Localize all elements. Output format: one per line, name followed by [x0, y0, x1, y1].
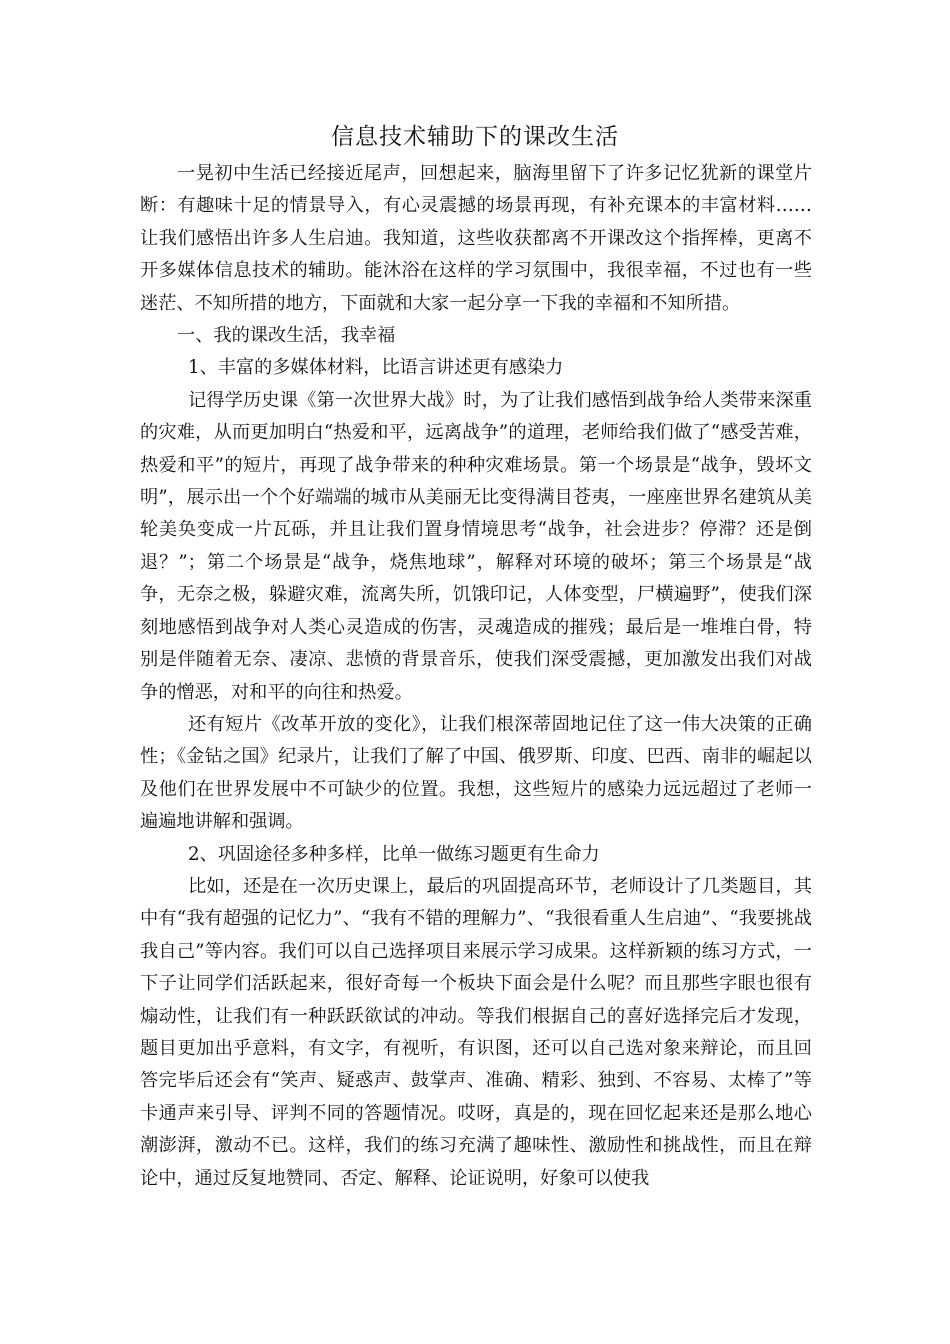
subsection-heading-2: 2、巩固途径多种多样，比单一做练习题更有生命力	[188, 843, 600, 865]
paragraph-reform-film: 还有短片《改革开放的变化》，让我们根深蒂固地记住了这一伟大决策的正确性；《金钻之国》纪录片，让我们了解了中国、俄罗斯、印度、巴西、南非的崛起以及他们在世界发展中不可缺少的位置。我想，这些短片的感染力远远超过了老师一遍遍地讲解和强调。	[140, 713, 812, 833]
subsection-heading-1: 1、丰富的多媒体材料，比语言讲述更有感染力	[188, 357, 564, 379]
document-body	[140, 158, 812, 1195]
document-title: 信息技术辅助下的课改生活	[331, 124, 619, 150]
paragraph-ww1-film: 记得学历史课《第一次世界大战》时，为了让我们感悟到战争给人类带来深重的灾难，从而更加明白“热爱和平，远离战争”的道理，老师给我们做了“感受苦难，热爱和平”的短片，再现了战争带来的种种灾难场景。第一个场景是“战争，毁坏文明”，展示出一个个好端端的城市从美丽无比变得满目苍夷，一座座世界名建筑从美轮美奂变成一片瓦砾，并且让我们置身情境思考“战争，社会进步？停滞？还是倒退？”；第二个场景是“战争，烧焦地球”，解释对环境的破坏；第三个场景是“战争，无奈之极，躲避灾难，流离失所，饥饿印记，人体变型，尸横遍野”，使我们深刻地感悟到战争对人类心灵造成的伤害，灵魂造成的摧残；最后是一堆堆白骨，特别是伴随着无奈、凄凉、悲愤的背景音乐，使我们深受震撼，更加激发出我们对战争的憎恶，对和平的向往和热爱。	[140, 389, 812, 703]
paragraph-practice: 比如，还是在一次历史课上，最后的巩固提高环节，老师设计了几类题目，其中有“我有超强的记忆力”、“我有不错的理解力”、“我很看重人生启迪”、“我要挑战我自己”等内容。我们可以自己选择项目来展示学习成果。这样新颖的练习方式，一下子让同学们活跃起来，很好奇每一个板块下面会是什么呢？而且那些字眼也很有煽动性，让我们有一种跃跃欲试的冲动。等我们根据自己的喜好选择完后才发现，题目更加出乎意料，有文字，有视听，有识图，还可以自己选对象来辩论，而且回答完毕后还会有“笑声、疑惑声、鼓掌声、准确、精彩、独到、不容易、太棒了”等卡通声来引导、评判不同的答题情况。哎呀，真是的，现在回忆起来还是那么地心潮澎湃，激动不已。这样，我们的练习充满了趣味性、激励性和挑战性，而且在辩论中，通过反复地赞同、否定、解释、论证说明，好象可以使我	[140, 875, 812, 1189]
intro-paragraph: 一晃初中生活已经接近尾声，回想起来，脑海里留下了许多记忆犹新的课堂片断：有趣味十足的情景导入，有心灵震撼的场景再现，有补充课本的丰富材料……让我们感悟出许多人生启迪。我知道，这些收获都离不开课改这个指挥棒，更离不开多媒体信息技术的辅助。能沐浴在这样的学习氛围中，我很幸福，不过也有一些迷茫、不知所措的地方，下面就和大家一起分享一下我的幸福和不知所措。	[140, 163, 812, 314]
section-heading-1: 一、我的课改生活，我幸福	[177, 325, 396, 347]
